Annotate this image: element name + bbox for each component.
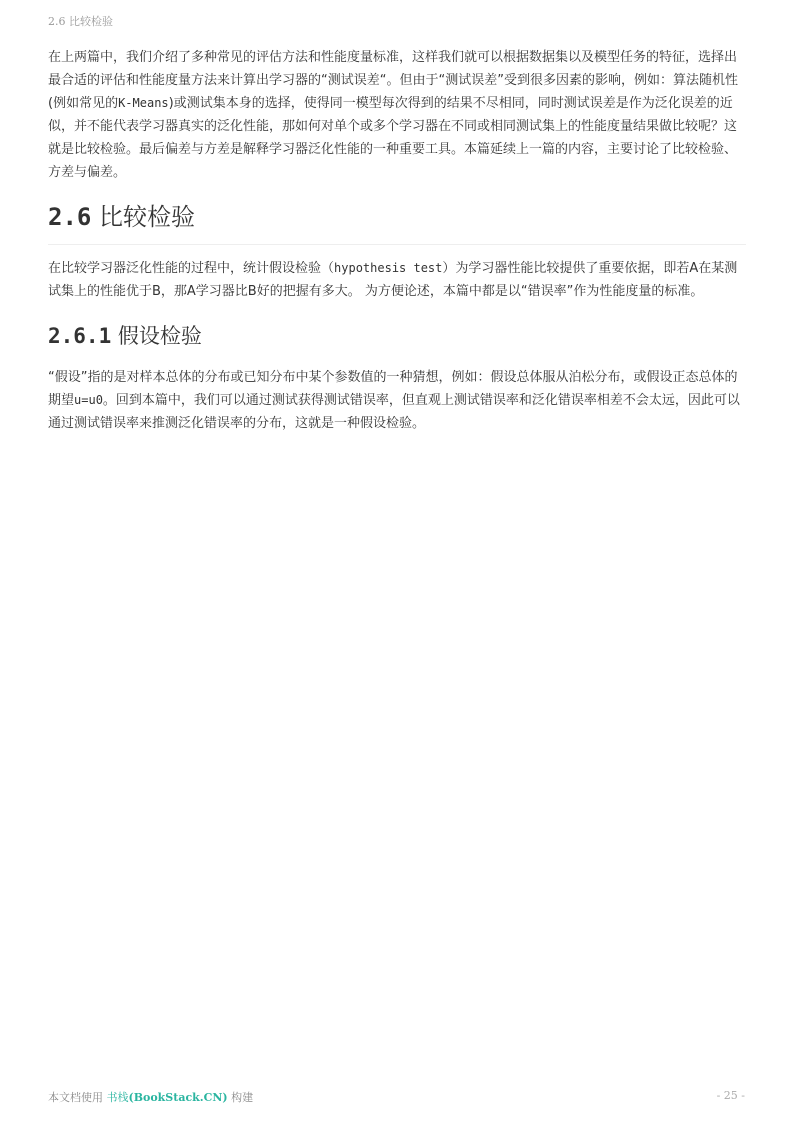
page-footer bbox=[48, 1089, 745, 1105]
intro-text-part1: 在上两篇中，我们介绍了多种常见的评估方法和性能度量标准，这样我们就可以根据数据集以及模型任务的特征，选择出最合适的评估和性能度量方法来计算出学习器的“测试误差“。但由于“测试误差”受到很多因素的影响，例如：算法随机性(例如常见的 bbox=[48, 50, 738, 111]
intro-paragraph bbox=[48, 46, 746, 184]
inline-code-hypothesis-test: hypothesis test bbox=[334, 261, 443, 275]
subsection-heading bbox=[48, 320, 746, 352]
section-paragraph bbox=[48, 257, 746, 303]
subsection-number: 2.6.1 bbox=[48, 324, 112, 348]
footer-prefix: 本文档使用 bbox=[48, 1091, 103, 1104]
section-text-part1: 在比较学习器泛化性能的过程中，统计假设检验（ bbox=[48, 261, 335, 276]
section-heading-container bbox=[48, 199, 746, 245]
section-text-part2: ）为学习器性能比较提供了重要依据，即若A在某测试集上的性能优于B，那A学习器比B好的把握有多大。 为方便论述，本篇中都是以“错误率”作为性能度量的标准。 bbox=[48, 261, 738, 299]
footer-suffix: 构建 bbox=[231, 1091, 254, 1104]
subsection-text-part1: “假设”指的是对样本总体的分布或已知分布中某个参数值的一种猜想，例如：假设总体服从泊松分布，或假设正态总体的期望 bbox=[48, 370, 738, 408]
bookstack-link-en: (BookStack.CN) bbox=[128, 1091, 228, 1104]
section-title: 比较检验 bbox=[99, 203, 195, 231]
intro-text-part2: )或测试集本身的选择，使得同一模型每次得到的结果不尽相同，同时测试误差是作为泛化误差的近似，并不能代表学习器真实的泛化性能，那如何对单个或多个学习器在不同或相同测试集上的性能度量结果做比较呢？这就是比较检验。最后偏差与方差是解释学习器泛化性能的一种重要工具。本篇延续上一篇的内容，主要讨论了比较检验、方差与偏差。 bbox=[48, 96, 738, 180]
page-number: - 25 - bbox=[716, 1089, 745, 1102]
footer-credit bbox=[48, 1089, 253, 1105]
subsection-heading-container bbox=[48, 320, 746, 352]
inline-code-kmeans: K-Means bbox=[118, 96, 169, 110]
bookstack-link-cn: 书栈 bbox=[106, 1091, 129, 1104]
document-body bbox=[48, 46, 746, 435]
section-number: 2.6 bbox=[48, 203, 92, 231]
subsection-title: 假设检验 bbox=[117, 324, 202, 348]
inline-code-u-equals-u0: u=u0 bbox=[74, 393, 103, 407]
section-heading bbox=[48, 199, 746, 235]
subsection-text-part2: 。回到本篇中，我们可以通过测试获得测试错误率，但直观上测试错误率和泛化错误率相差不会太远，因此可以通过测试错误率来推测泛化错误率的分布，这就是一种假设检验。 bbox=[48, 393, 740, 431]
bookstack-link[interactable] bbox=[107, 1091, 228, 1104]
running-header: 2.6 比较检验 bbox=[48, 15, 113, 28]
subsection-paragraph bbox=[48, 366, 746, 435]
